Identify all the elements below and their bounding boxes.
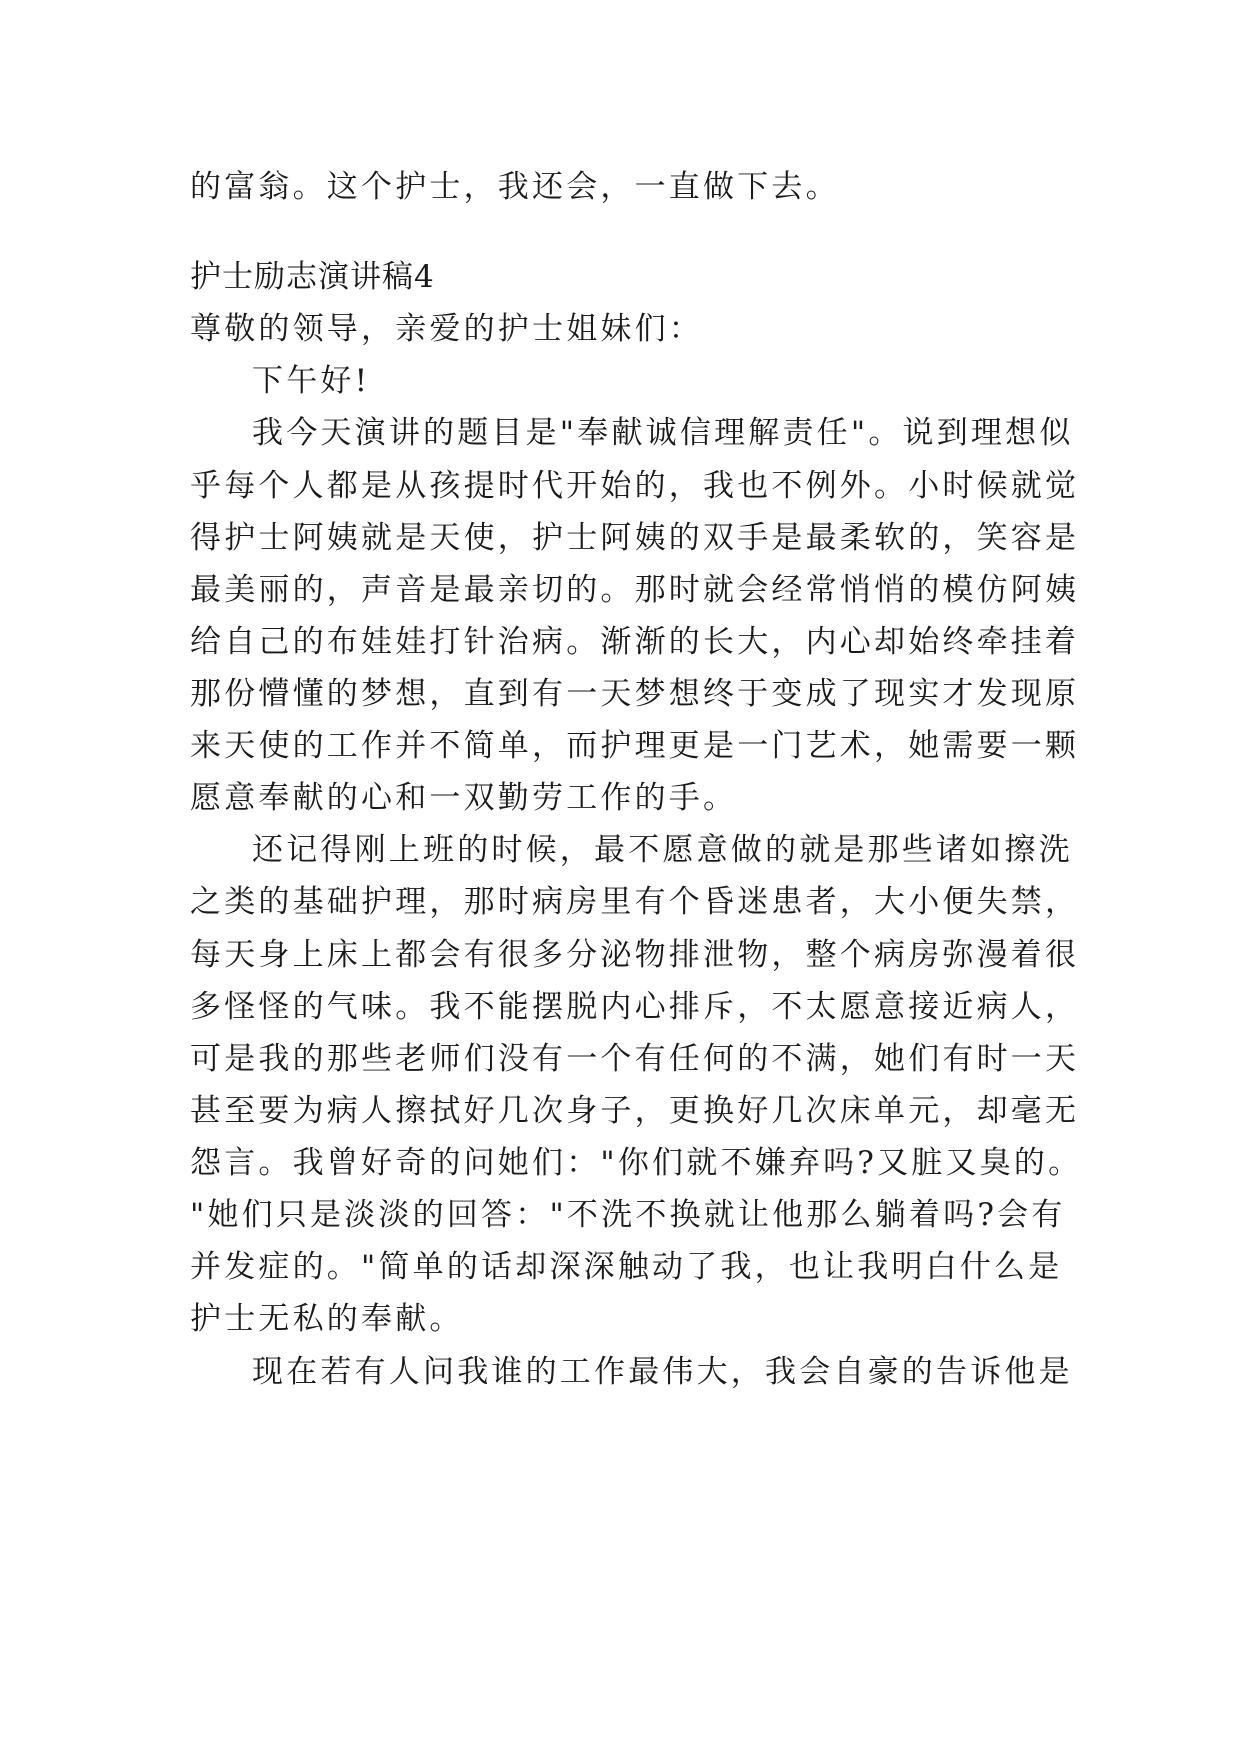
paragraph-line: 每天身上床上都会有很多分泌物排泄物，整个病房弥漫着很 xyxy=(190,937,1080,973)
paragraph-line: 给自己的布娃娃打针治病。渐渐的长大，内心却始终牵挂着 xyxy=(190,624,1080,660)
paragraph-line: 那份懵懂的梦想，直到有一天梦想终于变成了现实才发现原 xyxy=(190,676,1080,712)
paragraph-line: 之类的基础护理，那时病房里有个昏迷患者，大小便失禁， xyxy=(190,884,1080,920)
paragraph-line: 多怪怪的气味。我不能摆脱内心排斥，不太愿意接近病人， xyxy=(190,989,1080,1025)
text-line: 的富翁。这个护士，我还会，一直做下去。 xyxy=(190,169,840,205)
paragraph-line: 甚至要为病人擦拭好几次身子，更换好几次床单元，却毫无 xyxy=(190,1093,1080,1129)
paragraph-line: 最美丽的，声音是最亲切的。那时就会经常悄悄的模仿阿姨 xyxy=(190,572,1080,608)
paragraph-line: 现在若有人问我谁的工作最伟大，我会自豪的告诉他是 xyxy=(252,1354,1073,1390)
paragraph-line: 并发症的。"简单的话却深深触动了我，也让我明白什么是 xyxy=(190,1249,1063,1285)
paragraph-line: 怨言。我曾好奇的问她们："你们就不嫌弃吗?又脏又臭的。 xyxy=(190,1145,1083,1181)
paragraph-line: "她们只是淡淡的回答："不洗不换就让他那么躺着吗?会有 xyxy=(190,1197,1066,1233)
paragraph-line: 可是我的那些老师们没有一个有任何的不满，她们有时一天 xyxy=(190,1041,1080,1077)
paragraph-line: 还记得刚上班的时候，最不愿意做的就是那些诸如擦洗 xyxy=(252,832,1073,868)
greeting: 下午好! xyxy=(252,363,371,399)
paragraph-line: 愿意奉献的心和一双勤劳工作的手。 xyxy=(190,780,738,816)
paragraph-line: 来天使的工作并不简单，而护理更是一门艺术，她需要一颗 xyxy=(190,728,1080,764)
section-heading: 护士励志演讲稿4 xyxy=(190,259,435,295)
paragraph-line: 得护士阿姨就是天使，护士阿姨的双手是最柔软的，笑容是 xyxy=(190,520,1080,556)
paragraph-line: 护士无私的奉献。 xyxy=(190,1301,464,1337)
paragraph-line: 我今天演讲的题目是"奉献诚信理解责任"。说到理想似 xyxy=(252,415,1074,451)
salutation: 尊敬的领导，亲爱的护士姐妹们： xyxy=(190,311,703,347)
paragraph-line: 乎每个人都是从孩提时代开始的，我也不例外。小时候就觉 xyxy=(190,468,1080,504)
